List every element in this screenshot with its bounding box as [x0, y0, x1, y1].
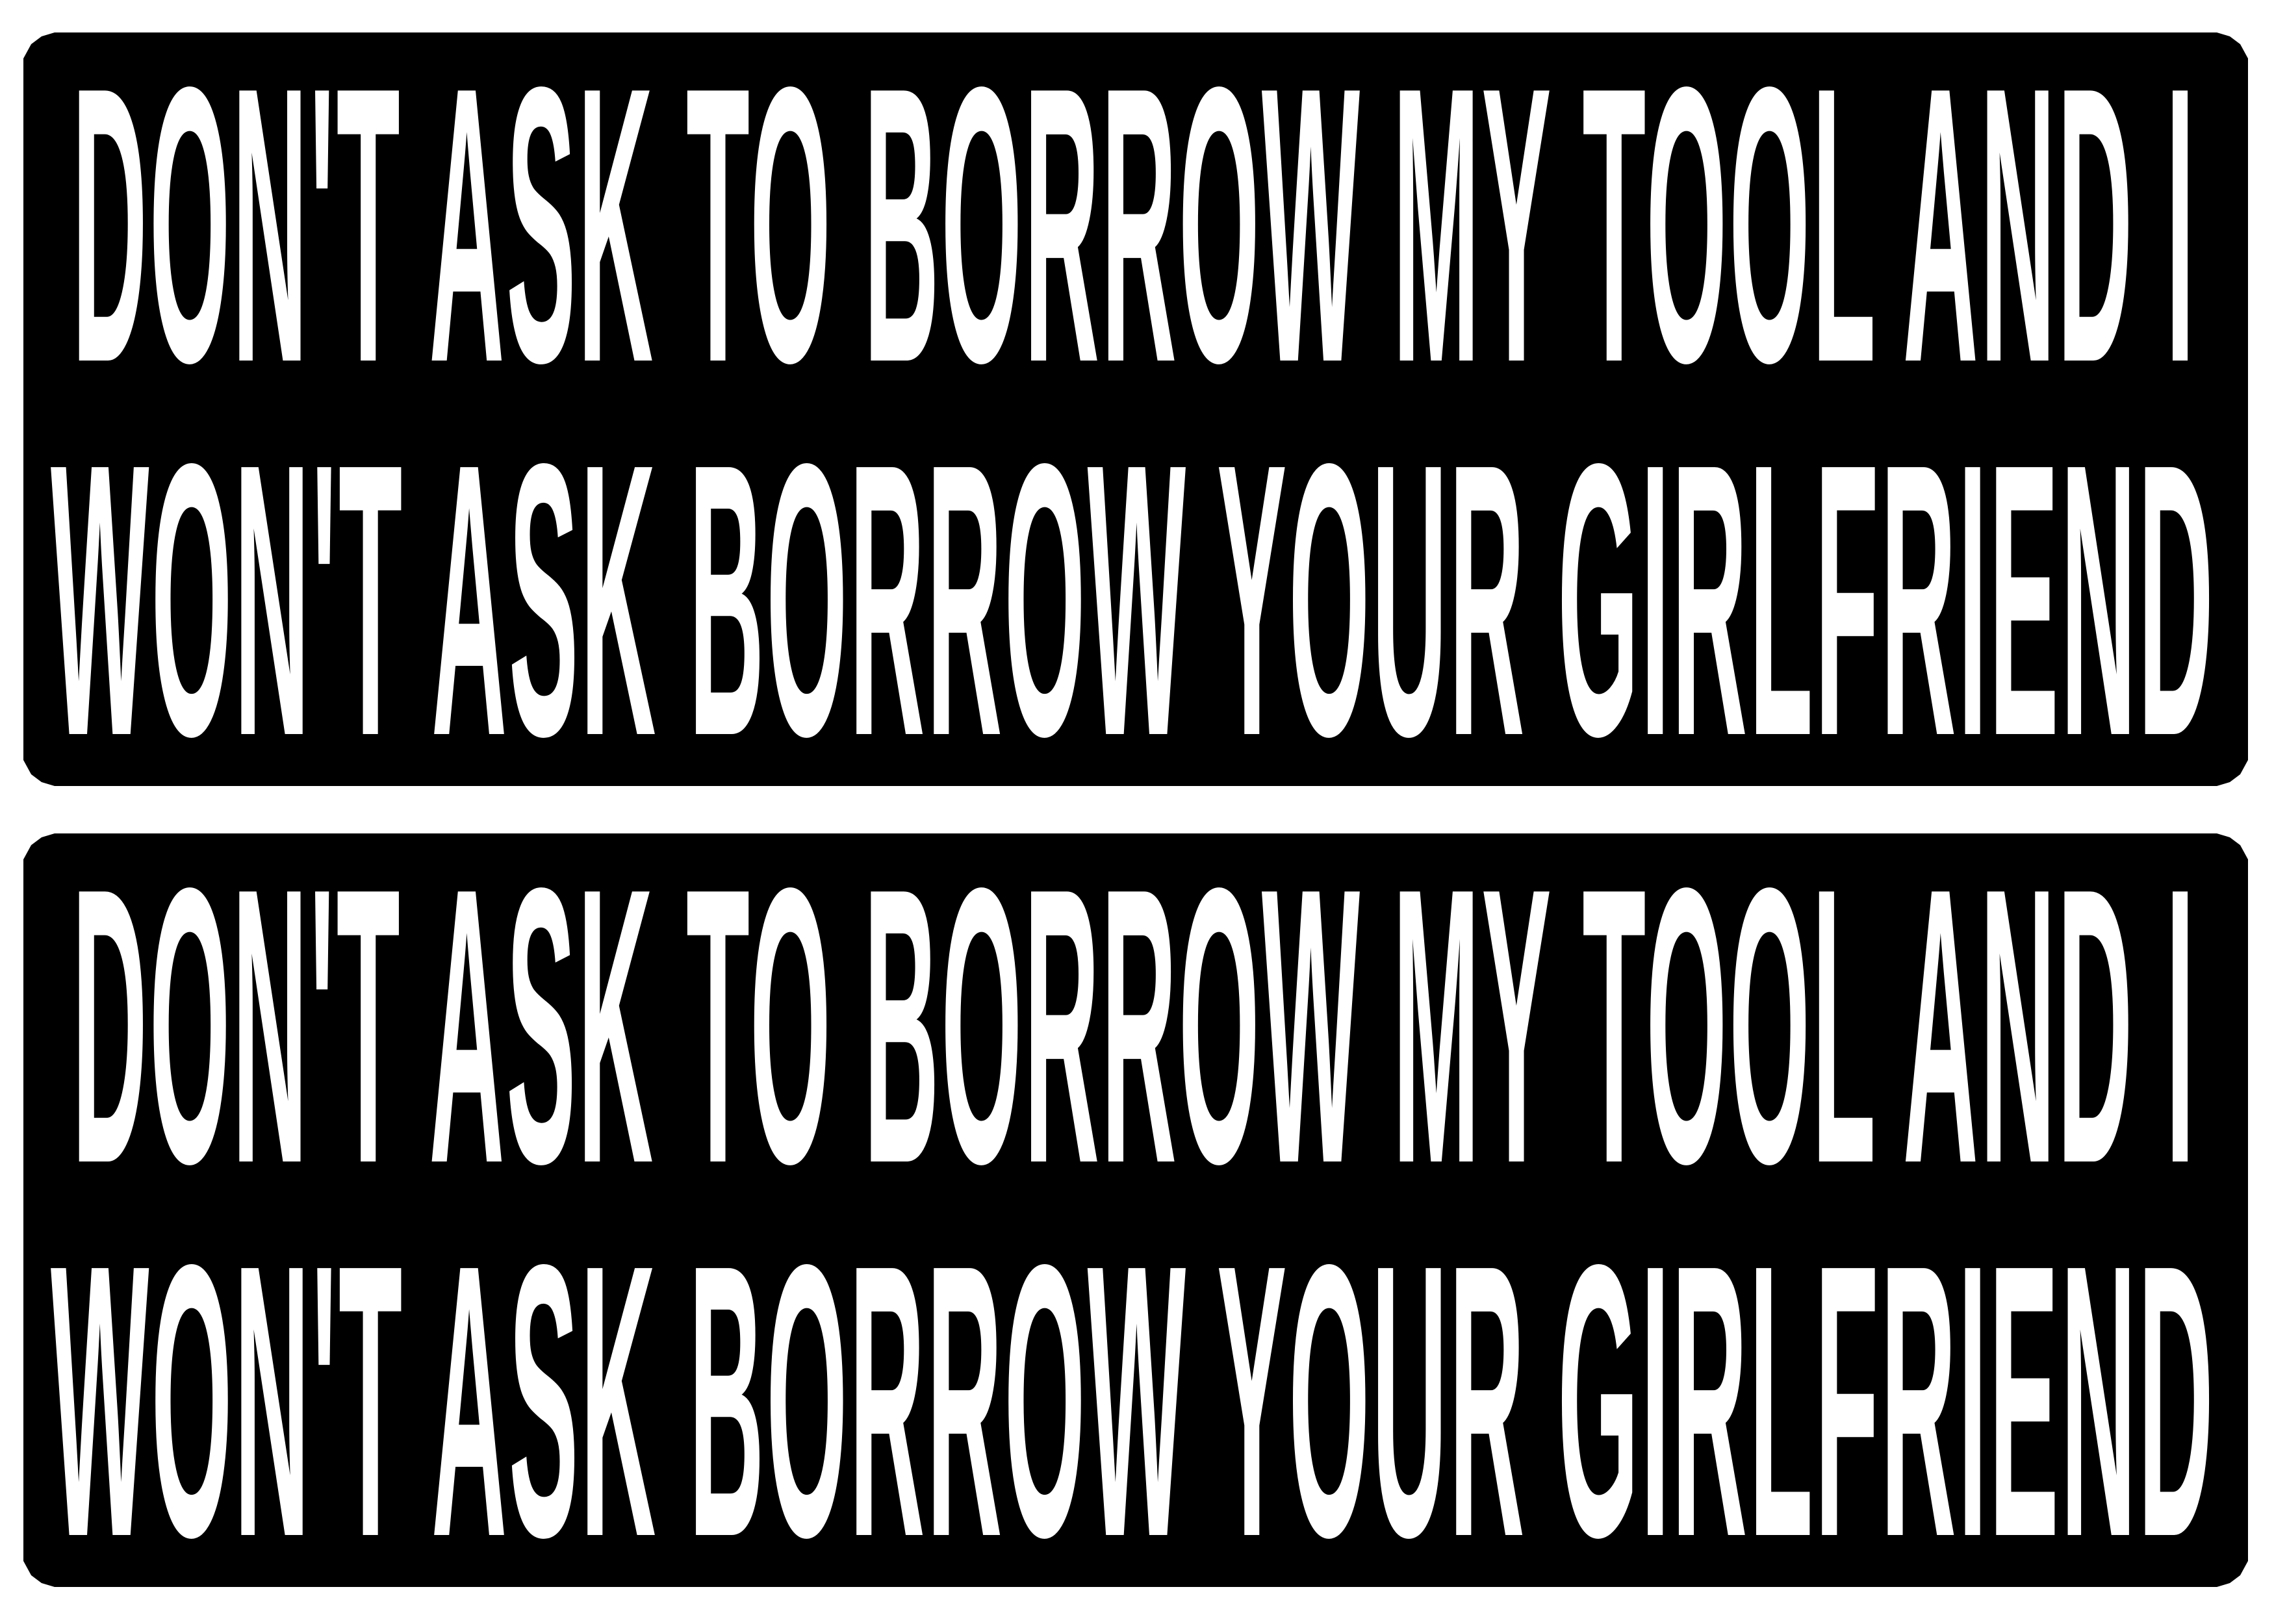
sticker-text-art [23, 807, 2248, 1618]
sticker-line-1: DON'T ASK TO BORROW MY TOOL AND I [72, 807, 2197, 1246]
sticker-decal [23, 807, 2248, 1618]
sticker-decal [23, 6, 2248, 817]
sticker-line-1: DON'T ASK TO BORROW MY TOOL AND I [72, 6, 2197, 445]
sticker-line-2: WON'T ASK BORROW YOUR GIRLFRIEND [51, 383, 2216, 817]
sticker-line-2: WON'T ASK BORROW YOUR GIRLFRIEND [51, 1184, 2216, 1618]
sticker-text-art [23, 6, 2248, 817]
